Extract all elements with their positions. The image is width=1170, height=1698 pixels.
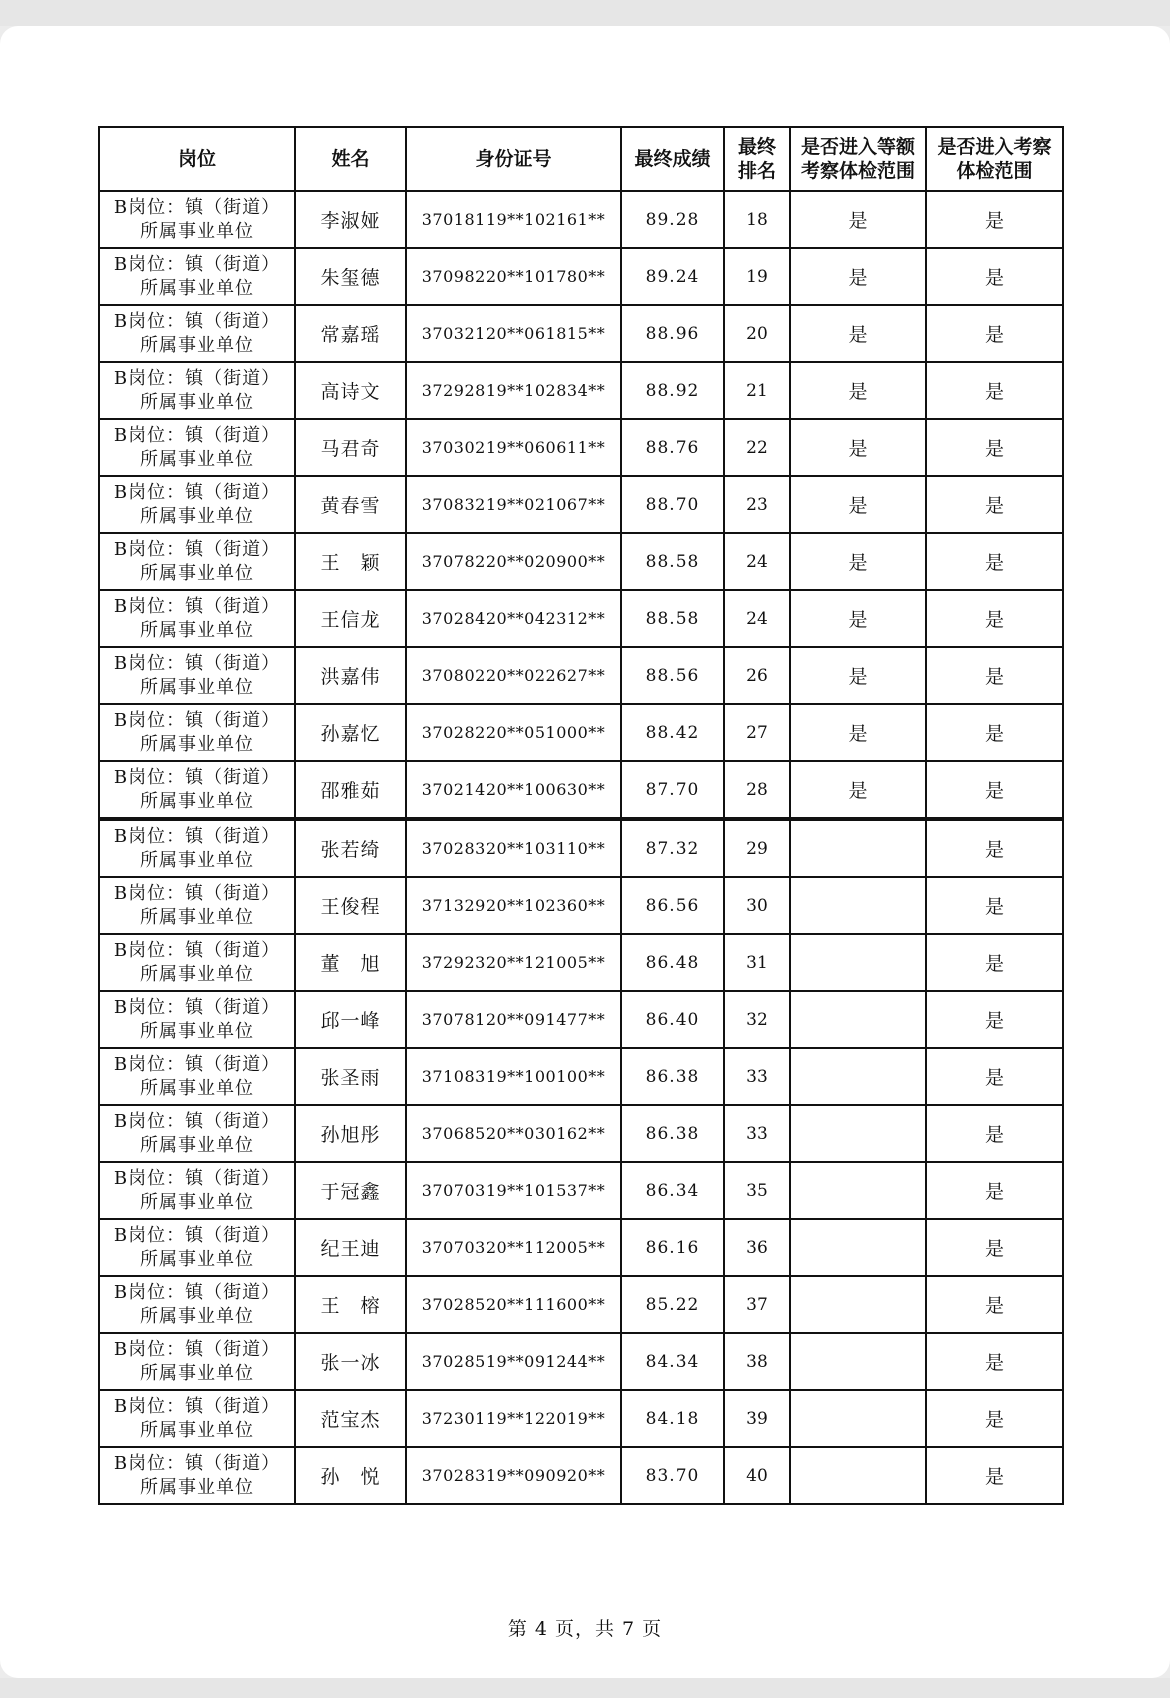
score-cell: 86.38 xyxy=(621,1048,724,1105)
table-row xyxy=(99,1219,1063,1276)
name-cell: 张一冰 xyxy=(295,1333,406,1390)
id-number-cell: 37028420**042312** xyxy=(406,590,621,647)
position-cell xyxy=(99,761,295,819)
position-cell xyxy=(99,1219,295,1276)
name-cell: 王俊程 xyxy=(295,877,406,934)
rank-cell: 40 xyxy=(724,1447,790,1504)
exam-cell: 是 xyxy=(926,1048,1063,1105)
rank-cell: 18 xyxy=(724,191,790,248)
table-row xyxy=(99,476,1063,533)
position-line1: B岗位：镇（街道） xyxy=(113,1452,281,1474)
position-line2: 所属事业单位 xyxy=(140,1305,254,1327)
position-line1: B岗位：镇（街道） xyxy=(113,1224,281,1246)
equal-exam-cell xyxy=(790,819,926,877)
rank-cell: 37 xyxy=(724,1276,790,1333)
equal-exam-cell xyxy=(790,877,926,934)
table-row xyxy=(99,1333,1063,1390)
name-cell: 于冠鑫 xyxy=(295,1162,406,1219)
exam-cell: 是 xyxy=(926,1162,1063,1219)
id-number-cell: 37030219**060611** xyxy=(406,419,621,476)
table-row xyxy=(99,704,1063,761)
table-row xyxy=(99,819,1063,877)
position-line2: 所属事业单位 xyxy=(140,1248,254,1270)
id-number-cell: 37083219**021067** xyxy=(406,476,621,533)
id-number-cell: 37028220**051000** xyxy=(406,704,621,761)
name-cell: 邵雅茹 xyxy=(295,761,406,819)
position-cell xyxy=(99,533,295,590)
rank-cell: 38 xyxy=(724,1333,790,1390)
table-row xyxy=(99,934,1063,991)
name-cell: 朱玺德 xyxy=(295,248,406,305)
table-row xyxy=(99,647,1063,704)
exam-cell: 是 xyxy=(926,704,1063,761)
score-cell: 88.76 xyxy=(621,419,724,476)
score-cell: 83.70 xyxy=(621,1447,724,1504)
position-line1: B岗位：镇（街道） xyxy=(113,709,281,731)
rank-cell: 21 xyxy=(724,362,790,419)
table-row xyxy=(99,533,1063,590)
table-row xyxy=(99,1447,1063,1504)
page-footer: 第 4 页，共 7 页 xyxy=(507,1618,663,1640)
position-line2: 所属事业单位 xyxy=(140,1476,254,1498)
table-row xyxy=(99,305,1063,362)
position-cell xyxy=(99,362,295,419)
exam-cell: 是 xyxy=(926,819,1063,877)
position-line1: B岗位：镇（街道） xyxy=(113,310,281,332)
position-line2: 所属事业单位 xyxy=(140,391,254,413)
position-line2: 所属事业单位 xyxy=(140,448,254,470)
rank-cell: 20 xyxy=(724,305,790,362)
position-cell xyxy=(99,934,295,991)
rank-cell: 33 xyxy=(724,1105,790,1162)
id-number-cell: 37132920**102360** xyxy=(406,877,621,934)
id-number-cell: 37078220**020900** xyxy=(406,533,621,590)
id-number-cell: 37078120**091477** xyxy=(406,991,621,1048)
name-cell: 孙嘉忆 xyxy=(295,704,406,761)
name-cell: 邱一峰 xyxy=(295,991,406,1048)
equal-exam-cell: 是 xyxy=(790,761,926,819)
position-line2: 所属事业单位 xyxy=(140,790,254,812)
id-number-cell: 37021420**100630** xyxy=(406,761,621,819)
exam-cell: 是 xyxy=(926,1219,1063,1276)
position-cell xyxy=(99,1162,295,1219)
position-cell xyxy=(99,1333,295,1390)
name-cell: 张若绮 xyxy=(295,819,406,877)
score-cell: 86.40 xyxy=(621,991,724,1048)
id-number-cell: 37068520**030162** xyxy=(406,1105,621,1162)
position-line1: B岗位：镇（街道） xyxy=(113,939,281,961)
position-line1: B岗位：镇（街道） xyxy=(113,424,281,446)
table-row xyxy=(99,877,1063,934)
score-cell: 88.58 xyxy=(621,590,724,647)
position-cell xyxy=(99,305,295,362)
position-cell xyxy=(99,1048,295,1105)
position-line2: 所属事业单位 xyxy=(140,334,254,356)
name-cell: 董 旭 xyxy=(295,934,406,991)
position-line1: B岗位：镇（街道） xyxy=(113,652,281,674)
equal-exam-cell: 是 xyxy=(790,704,926,761)
rank-cell: 33 xyxy=(724,1048,790,1105)
equal-exam-cell: 是 xyxy=(790,533,926,590)
name-cell: 李淑娅 xyxy=(295,191,406,248)
name-cell: 马君奇 xyxy=(295,419,406,476)
rank-cell: 24 xyxy=(724,533,790,590)
exam-cell: 是 xyxy=(926,248,1063,305)
header-name: 姓名 xyxy=(295,127,406,191)
equal-exam-cell: 是 xyxy=(790,362,926,419)
position-line1: B岗位：镇（街道） xyxy=(113,1053,281,1075)
table-row xyxy=(99,362,1063,419)
position-cell xyxy=(99,248,295,305)
exam-cell: 是 xyxy=(926,647,1063,704)
header-rank xyxy=(724,127,790,191)
position-line2: 所属事业单位 xyxy=(140,1134,254,1156)
id-number-cell: 37028320**103110** xyxy=(406,819,621,877)
header-id: 身份证号 xyxy=(406,127,621,191)
exam-cell: 是 xyxy=(926,191,1063,248)
position-line2: 所属事业单位 xyxy=(140,1191,254,1213)
position-line2: 所属事业单位 xyxy=(140,1020,254,1042)
name-cell: 孙 悦 xyxy=(295,1447,406,1504)
id-number-cell: 37080220**022627** xyxy=(406,647,621,704)
table-row xyxy=(99,991,1063,1048)
position-cell xyxy=(99,1276,295,1333)
table-header-row xyxy=(99,127,1063,191)
position-line1: B岗位：镇（街道） xyxy=(113,825,281,847)
position-line1: B岗位：镇（街道） xyxy=(113,1281,281,1303)
score-cell: 86.38 xyxy=(621,1105,724,1162)
position-line1: B岗位：镇（街道） xyxy=(113,1167,281,1189)
name-cell: 范宝杰 xyxy=(295,1390,406,1447)
position-cell xyxy=(99,819,295,877)
rank-cell: 24 xyxy=(724,590,790,647)
position-line2: 所属事业单位 xyxy=(140,906,254,928)
rank-cell: 29 xyxy=(724,819,790,877)
position-line1: B岗位：镇（街道） xyxy=(113,253,281,275)
position-line2: 所属事业单位 xyxy=(140,1419,254,1441)
equal-exam-cell xyxy=(790,934,926,991)
rank-cell: 26 xyxy=(724,647,790,704)
position-cell xyxy=(99,419,295,476)
equal-exam-cell xyxy=(790,1390,926,1447)
equal-exam-cell xyxy=(790,1276,926,1333)
id-number-cell: 37292320**121005** xyxy=(406,934,621,991)
rank-cell: 36 xyxy=(724,1219,790,1276)
position-cell xyxy=(99,1447,295,1504)
equal-exam-cell: 是 xyxy=(790,419,926,476)
rank-cell: 23 xyxy=(724,476,790,533)
position-cell xyxy=(99,476,295,533)
header-rank-line2: 排名 xyxy=(737,160,776,182)
name-cell: 洪嘉伟 xyxy=(295,647,406,704)
position-cell xyxy=(99,647,295,704)
equal-exam-cell xyxy=(790,1105,926,1162)
equal-exam-cell: 是 xyxy=(790,191,926,248)
header-exam-line2: 体检范围 xyxy=(956,160,1033,182)
equal-exam-cell: 是 xyxy=(790,305,926,362)
header-equal-exam xyxy=(790,127,926,191)
rank-cell: 22 xyxy=(724,419,790,476)
position-line2: 所属事业单位 xyxy=(140,733,254,755)
position-line1: B岗位：镇（街道） xyxy=(113,595,281,617)
id-number-cell: 37028319**090920** xyxy=(406,1447,621,1504)
exam-cell: 是 xyxy=(926,1276,1063,1333)
score-cell: 89.24 xyxy=(621,248,724,305)
position-line1: B岗位：镇（街道） xyxy=(113,367,281,389)
table-row xyxy=(99,419,1063,476)
table-row xyxy=(99,761,1063,819)
equal-exam-cell: 是 xyxy=(790,590,926,647)
score-cell: 88.58 xyxy=(621,533,724,590)
id-number-cell: 37018119**102161** xyxy=(406,191,621,248)
position-cell xyxy=(99,991,295,1048)
position-line2: 所属事业单位 xyxy=(140,277,254,299)
exam-cell: 是 xyxy=(926,590,1063,647)
position-cell xyxy=(99,877,295,934)
rank-cell: 19 xyxy=(724,248,790,305)
equal-exam-cell xyxy=(790,1219,926,1276)
score-cell: 87.70 xyxy=(621,761,724,819)
table-row xyxy=(99,1105,1063,1162)
score-cell: 88.70 xyxy=(621,476,724,533)
id-number-cell: 37028520**111600** xyxy=(406,1276,621,1333)
position-line1: B岗位：镇（街道） xyxy=(113,1395,281,1417)
name-cell: 高诗文 xyxy=(295,362,406,419)
exam-cell: 是 xyxy=(926,934,1063,991)
exam-cell: 是 xyxy=(926,305,1063,362)
rank-cell: 31 xyxy=(724,934,790,991)
score-cell: 88.96 xyxy=(621,305,724,362)
position-line2: 所属事业单位 xyxy=(140,963,254,985)
exam-cell: 是 xyxy=(926,476,1063,533)
equal-exam-cell xyxy=(790,1162,926,1219)
position-line2: 所属事业单位 xyxy=(140,220,254,242)
position-line1: B岗位：镇（街道） xyxy=(113,996,281,1018)
table-row xyxy=(99,248,1063,305)
position-cell xyxy=(99,704,295,761)
exam-cell: 是 xyxy=(926,419,1063,476)
table-row xyxy=(99,191,1063,248)
name-cell: 王 榕 xyxy=(295,1276,406,1333)
rank-cell: 27 xyxy=(724,704,790,761)
score-cell: 87.32 xyxy=(621,819,724,877)
table-row xyxy=(99,1276,1063,1333)
position-line1: B岗位：镇（街道） xyxy=(113,766,281,788)
equal-exam-cell xyxy=(790,1333,926,1390)
position-line2: 所属事业单位 xyxy=(140,849,254,871)
position-line1: B岗位：镇（街道） xyxy=(113,538,281,560)
name-cell: 常嘉瑶 xyxy=(295,305,406,362)
exam-cell: 是 xyxy=(926,761,1063,819)
id-number-cell: 37032120**061815** xyxy=(406,305,621,362)
position-cell xyxy=(99,1105,295,1162)
exam-cell: 是 xyxy=(926,1447,1063,1504)
id-number-cell: 37108319**100100** xyxy=(406,1048,621,1105)
exam-cell: 是 xyxy=(926,533,1063,590)
position-line2: 所属事业单位 xyxy=(140,1077,254,1099)
score-cell: 88.92 xyxy=(621,362,724,419)
rank-cell: 28 xyxy=(724,761,790,819)
position-cell xyxy=(99,1390,295,1447)
score-cell: 86.16 xyxy=(621,1219,724,1276)
rank-cell: 35 xyxy=(724,1162,790,1219)
id-number-cell: 37098220**101780** xyxy=(406,248,621,305)
id-number-cell: 37070320**112005** xyxy=(406,1219,621,1276)
header-exam xyxy=(926,127,1063,191)
exam-cell: 是 xyxy=(926,877,1063,934)
position-line2: 所属事业单位 xyxy=(140,1362,254,1384)
equal-exam-cell xyxy=(790,1447,926,1504)
table-row xyxy=(99,1048,1063,1105)
id-number-cell: 37292819**102834** xyxy=(406,362,621,419)
name-cell: 黄春雪 xyxy=(295,476,406,533)
exam-cell: 是 xyxy=(926,362,1063,419)
score-cell: 84.34 xyxy=(621,1333,724,1390)
table-row xyxy=(99,590,1063,647)
name-cell: 王 颖 xyxy=(295,533,406,590)
exam-cell: 是 xyxy=(926,1390,1063,1447)
header-exam-line1: 是否进入考察 xyxy=(937,136,1052,158)
position-line1: B岗位：镇（街道） xyxy=(113,196,281,218)
id-number-cell: 37230119**122019** xyxy=(406,1390,621,1447)
equal-exam-cell xyxy=(790,1048,926,1105)
position-cell xyxy=(99,191,295,248)
position-line2: 所属事业单位 xyxy=(140,562,254,584)
score-cell: 84.18 xyxy=(621,1390,724,1447)
score-cell: 89.28 xyxy=(621,191,724,248)
score-cell: 85.22 xyxy=(621,1276,724,1333)
header-position: 岗位 xyxy=(99,127,295,191)
score-cell: 86.48 xyxy=(621,934,724,991)
header-equal-exam-line1: 是否进入等额 xyxy=(800,136,915,158)
rank-cell: 32 xyxy=(724,991,790,1048)
position-line2: 所属事业单位 xyxy=(140,619,254,641)
exam-cell: 是 xyxy=(926,991,1063,1048)
name-cell: 纪王迪 xyxy=(295,1219,406,1276)
position-line1: B岗位：镇（街道） xyxy=(113,1338,281,1360)
id-number-cell: 37028519**091244** xyxy=(406,1333,621,1390)
viewer-bottom-strip xyxy=(0,1678,1170,1698)
rank-cell: 30 xyxy=(724,877,790,934)
score-cell: 86.34 xyxy=(621,1162,724,1219)
score-cell: 88.56 xyxy=(621,647,724,704)
id-number-cell: 37070319**101537** xyxy=(406,1162,621,1219)
equal-exam-cell xyxy=(790,991,926,1048)
header-rank-line1: 最终 xyxy=(737,136,776,158)
position-line2: 所属事业单位 xyxy=(140,505,254,527)
name-cell: 王信龙 xyxy=(295,590,406,647)
position-cell xyxy=(99,590,295,647)
score-cell: 88.42 xyxy=(621,704,724,761)
results-table xyxy=(98,126,1064,1505)
name-cell: 张圣雨 xyxy=(295,1048,406,1105)
viewer-top-strip xyxy=(0,0,1170,26)
equal-exam-cell: 是 xyxy=(790,476,926,533)
rank-cell: 39 xyxy=(724,1390,790,1447)
position-line1: B岗位：镇（街道） xyxy=(113,481,281,503)
table-row xyxy=(99,1390,1063,1447)
name-cell: 孙旭彤 xyxy=(295,1105,406,1162)
table-body xyxy=(99,191,1063,1504)
exam-cell: 是 xyxy=(926,1333,1063,1390)
equal-exam-cell: 是 xyxy=(790,248,926,305)
header-score: 最终成绩 xyxy=(621,127,724,191)
position-line1: B岗位：镇（街道） xyxy=(113,882,281,904)
header-equal-exam-line2: 考察体检范围 xyxy=(800,160,915,182)
equal-exam-cell: 是 xyxy=(790,647,926,704)
position-line1: B岗位：镇（街道） xyxy=(113,1110,281,1132)
position-line2: 所属事业单位 xyxy=(140,676,254,698)
exam-cell: 是 xyxy=(926,1105,1063,1162)
score-cell: 86.56 xyxy=(621,877,724,934)
table-row xyxy=(99,1162,1063,1219)
